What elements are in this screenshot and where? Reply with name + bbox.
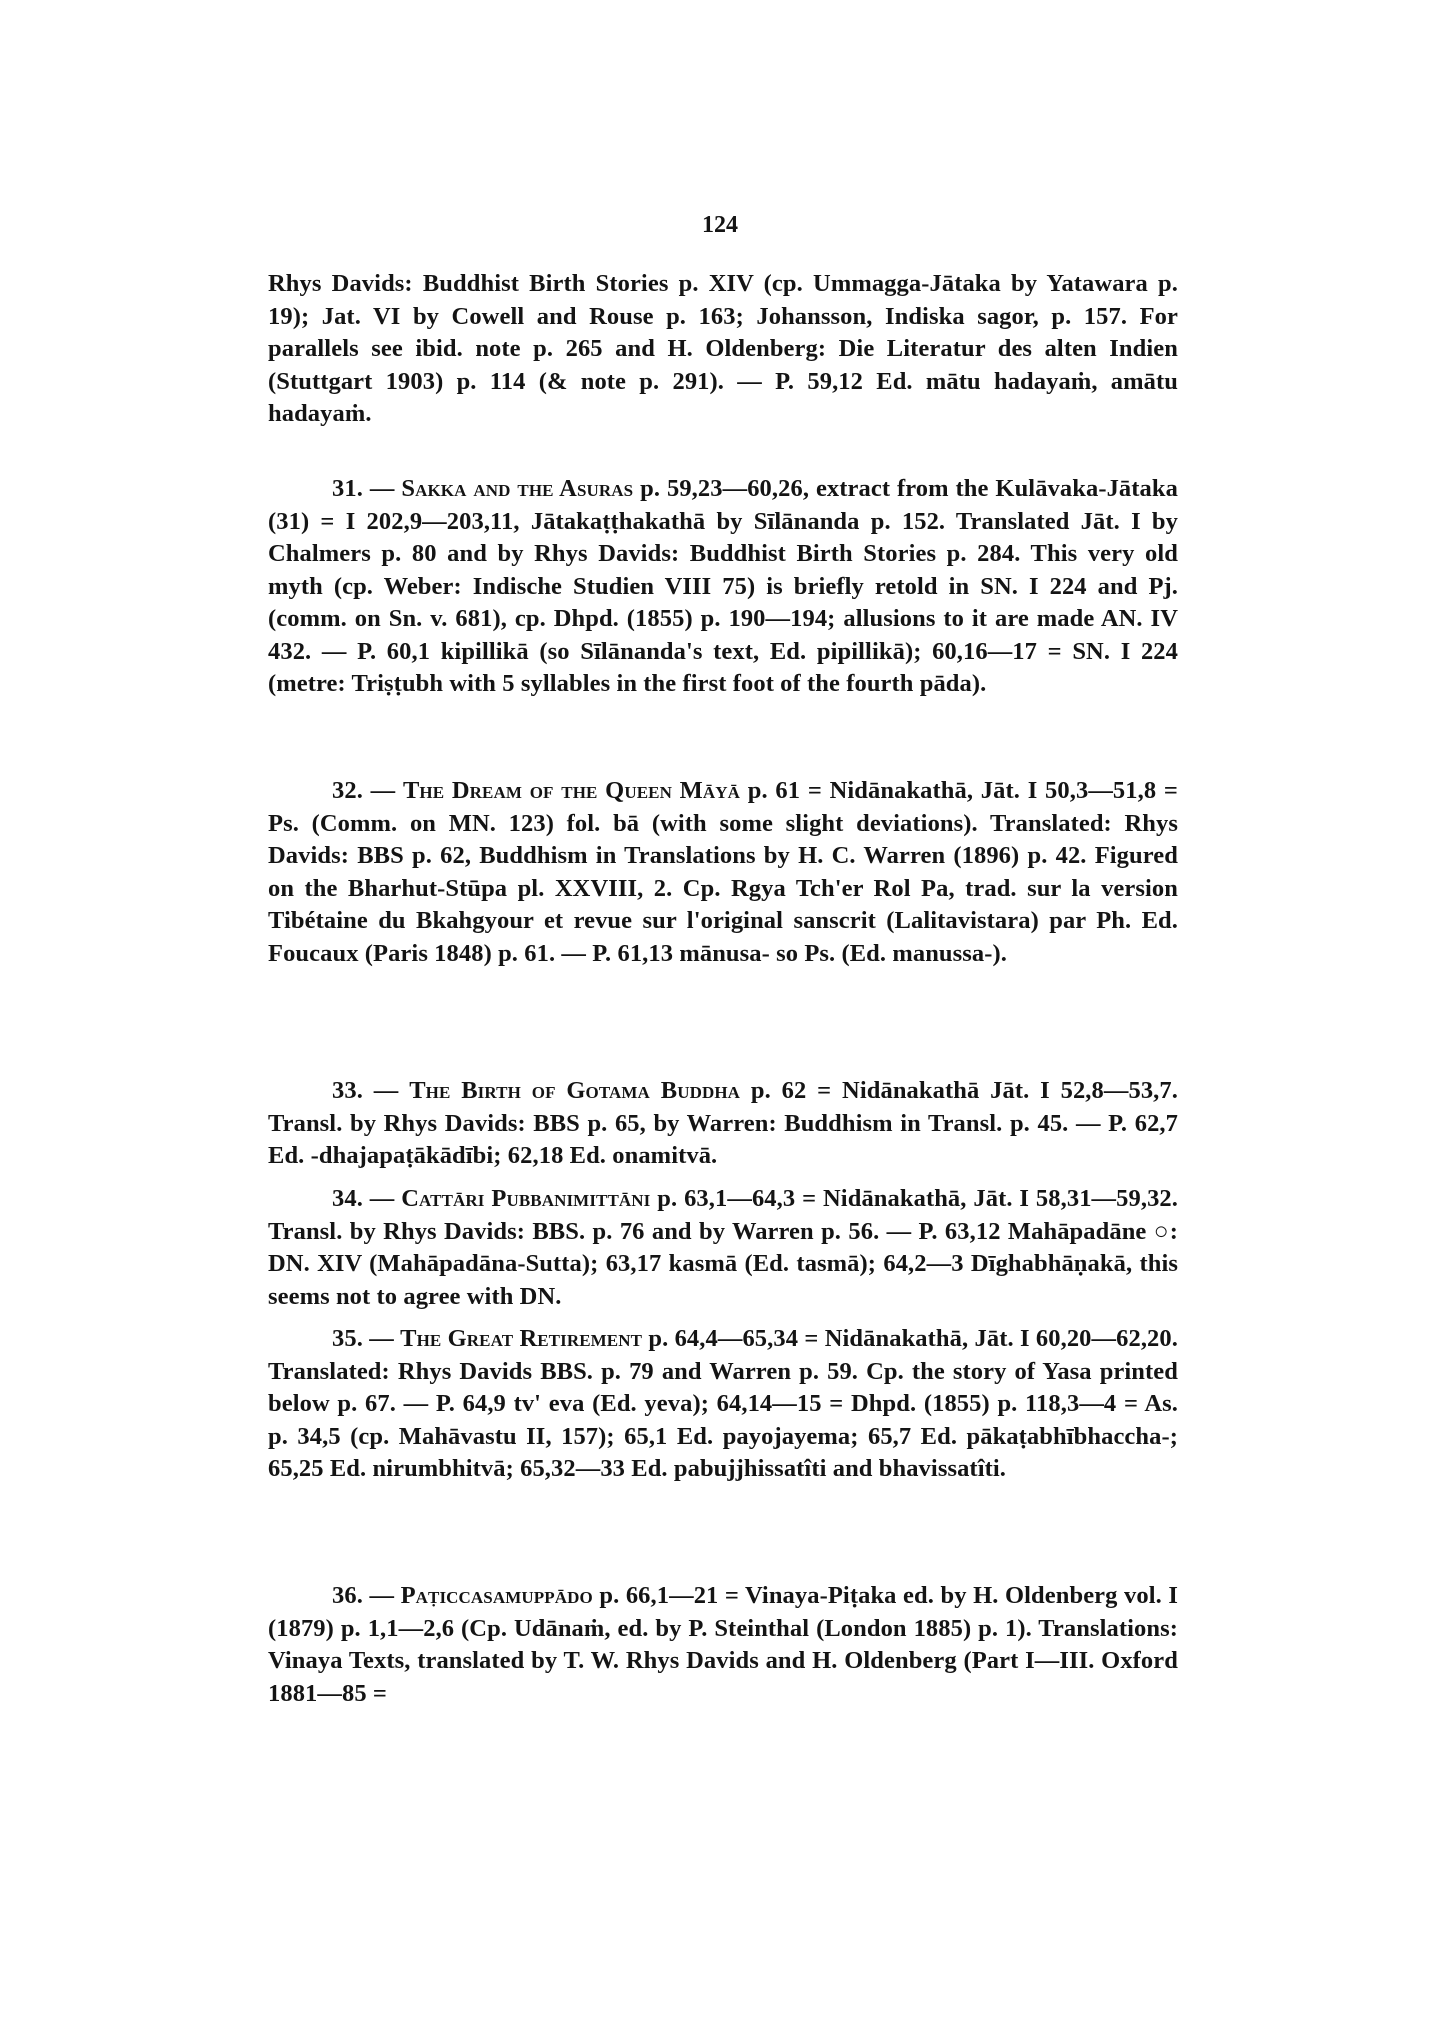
item-text: p. 66,1—21 = Vinaya-Piṭaka ed. by H. Oldenberg vol. I (1879) p. 1,1—2,6 (Cp. Udānaṁ, ed. by P. Steinthal (London 1885) p. 1). Translations: Vinaya Texts, translated by T. W. Rhys Davids and H. Oldenberg (Part I—III. Oxford 1881—85 = [268,1582,1179,1707]
item-text: p. 62 = Nidānakathā Jāt. I 52,8—53,7. Transl. by Rhys Davids: BBS p. 65, by Warren: Buddhism in Transl. p. 45. — P. 62,7 Ed. -dhajapaṭākādībi; 62,18 Ed. onamitvā. [268,1077,1178,1169]
paragraph-item-31 [268,473,1178,701]
paragraph-item-34 [268,1183,1178,1313]
item-number: 32. — [332,777,396,804]
item-title: The Birth of Gotama Buddha [409,1077,741,1104]
item-title: Sakka and the Asuras [401,475,634,502]
item-text: p. 59,23—60,26, extract from the Kulāvaka-Jātaka (31) = I 202,9—203,11, Jātakaṭṭhakathā by Sīlānanda p. 152. Translated Jāt. I by Chalmers p. 80 and by Rhys Davids: Buddhist Birth Stories p. 284. This very old myth (cp. Weber: Indische Studien VIII 75) is briefly retold in SN. I 224 and Pj. (comm. on Sn. v. 681), cp. Dhpd. (1855) p. 190—194; allusions to it are made AN. IV 432. — P. 60,1 kipillikā (so Sīlānanda's text, Ed. pipillikā); 60,16—17 = SN. I 224 (metre: Triṣṭubh with 5 syllables in the first foot of the fourth pāda). [268,475,1178,697]
item-text: p. 61 = Nidānakathā, Jāt. I 50,3—51,8 = Ps. (Comm. on MN. 123) fol. bā (with some slight deviations). Translated: Rhys Davids: BBS p. 62, Buddhism in Translations by H. C. Warren (1896) p. 42. Figured on the Bharhut-Stūpa pl. XXVIII, 2. Cp. Rgya Tch'er Rol Pa, trad. sur la version Tibétaine du Bkahgyour et revue sur l'original sanscrit (Lalitavistara) par Ph. Ed. Foucaux (Paris 1848) p. 61. — P. 61,13 mānusa- so Ps. (Ed. manussa-). [268,777,1178,967]
paragraph-item-33 [268,1075,1178,1173]
paragraph-item-32 [268,775,1178,970]
paragraph-item-35 [268,1323,1178,1486]
item-number: 31. — [332,475,395,502]
paragraph-continuation [268,268,1178,431]
item-title: Paṭiccasamuppādo [400,1582,593,1609]
item-title: The Great Retirement [400,1325,643,1352]
item-number: 35. — [332,1325,394,1352]
page-number: 124 [702,212,738,238]
item-number: 34. — [332,1185,395,1212]
item-text: p. 63,1—64,3 = Nidānakathā, Jāt. I 58,31—59,32. Transl. by Rhys Davids: BBS. p. 76 and by Warren p. 56. — P. 63,12 Mahāpadāne ○: DN. XIV (Mahāpadāna-Sutta); 63,17 kasmā (Ed. tasmā); 64,2—3 Dīghabhāṇakā, this seems not to agree with DN. [268,1185,1178,1310]
paragraph-item-36 [268,1580,1178,1710]
item-number: 33. — [332,1077,399,1104]
item-title: Cattāri Pubbanimittāni [401,1185,651,1212]
paragraph-text: Rhys Davids: Buddhist Birth Stories p. XIV (cp. Ummagga-Jātaka by Yatawara p. 19); Jat. VI by Cowell and Rouse p. 163; Johansson, Indiska sagor, p. 157. For parallels see ibid. note p. 265 and H. Oldenberg: Die Literatur des alten Indien (Stuttgart 1903) p. 114 (& note p. 291). — P. 59,12 Ed. mātu hadayaṁ, amātu hadayaṁ. [268,270,1178,427]
item-number: 36. — [332,1582,395,1609]
item-text: p. 64,4—65,34 = Nidānakathā, Jāt. I 60,20—62,20. Translated: Rhys Davids BBS. p. 79 and Warren p. 59. Cp. the story of Yasa printed below p. 67. — P. 64,9 tv' eva (Ed. yeva); 64,14—15 = Dhpd. (1855) p. 118,3—4 = As. p. 34,5 (cp. Mahāvastu II, 157); 65,1 Ed. payojayema; 65,7 Ed. pākaṭabhībhaccha-; 65,25 Ed. nirumbhitvā; 65,32—33 Ed. pabujjhissatîti and bhavissatîti. [268,1325,1178,1482]
item-title: The Dream of the Queen Māyā [402,777,741,804]
